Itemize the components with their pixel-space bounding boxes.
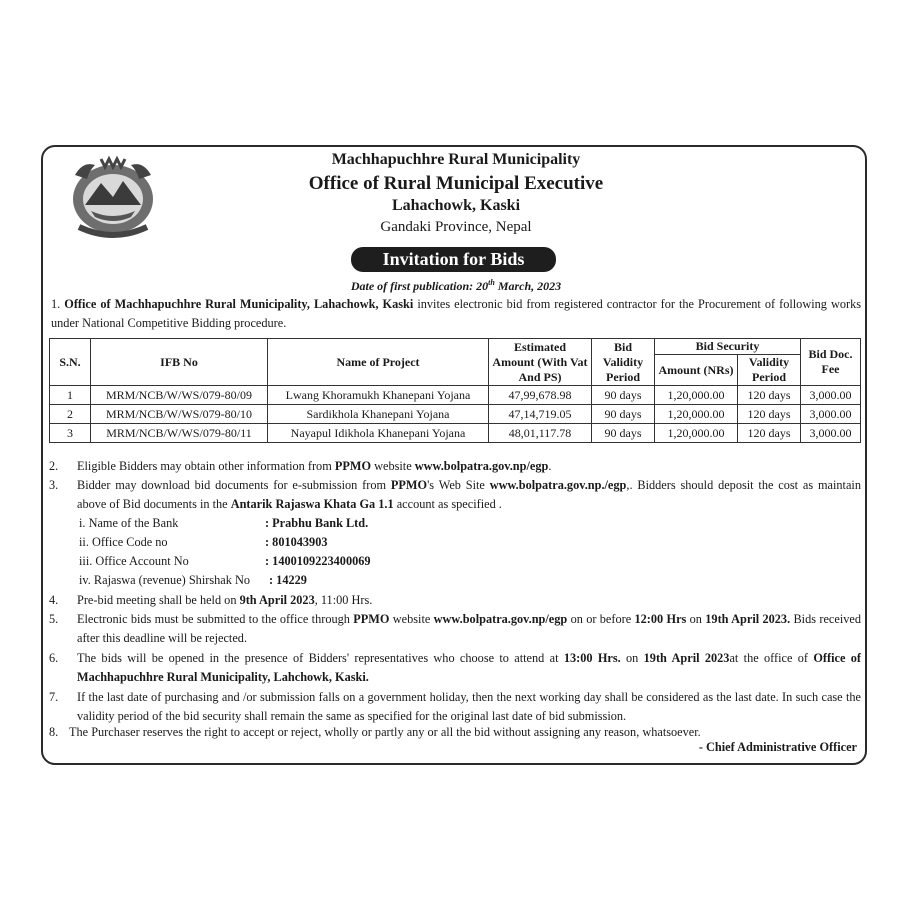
paragraph-8: The Purchaser reserves the right to accept or reject, wholly or partly any or all the bid without assigning any reason, whatsoever. (69, 725, 701, 739)
paragraph-7: If the last date of purchasing and /or submission falls on a government holiday, then the next working day shall be considered as the last date. In such case the validity period of the bid security shall remain the same as specified for the original last date of bid submission. (77, 690, 861, 723)
col-project: Name of Project (268, 339, 489, 386)
paragraph-3-number: 3. (49, 478, 59, 492)
table-row: 2 MRM/NCB/W/WS/079-80/10 Sardikhola Khanepani Yojana 47,14,719.05 90 days 1,20,000.00 120 days 3,000.00 (50, 405, 861, 424)
col-sec-validity: Validity Period (738, 355, 801, 386)
invitation-banner: Invitation for Bids (351, 247, 556, 272)
col-fee: Bid Doc. Fee (801, 339, 861, 386)
signature: - Chief Administrative Officer (698, 740, 857, 754)
revenue-label: iv. Rajaswa (revenue) Shirshak No (79, 573, 250, 587)
office-code-value: : 801043903 (265, 535, 328, 549)
office-code-label: ii. Office Code no (79, 535, 168, 549)
paragraph-5: Electronic bids must be submitted to the office through PPMO website www.bolpatra.gov.np/egp on or before 12:00 Hrs on 19th April 2023. Bids received after this deadline will be rejected. (77, 612, 861, 645)
col-bid-security: Bid Security (655, 339, 801, 355)
paragraph-7-number: 7. (49, 690, 59, 704)
paragraph-5-number: 5. (49, 612, 59, 626)
province-line: Gandaki Province, Nepal (380, 219, 532, 235)
publication-date: Date of first publication: 20th March, 2023 (350, 278, 562, 293)
paragraph-6: The bids will be opened in the presence of Bidders' representatives who choose to attend at 13:00 Hrs. on 19th April 2023at the office of Office of Machhapuchhre Rural Municipality, Lahchowk, Kaski. (77, 651, 861, 684)
bank-name-value: : Prabhu Bank Ltd. (265, 516, 369, 530)
col-amount: Estimated Amount (With Vat And PS) (489, 339, 592, 386)
bank-name-label: i. Name of the Bank (79, 516, 179, 530)
paragraph-2: Eligible Bidders may obtain other information from PPMO website www.bolpatra.gov.np/egp. (77, 459, 552, 473)
revenue-value: : 14229 (269, 573, 307, 587)
table-row: 1 MRM/NCB/W/WS/079-80/09 Lwang Khoramukh Khanepani Yojana 47,99,678.98 90 days 1,20,000.00 120 days 3,000.00 (50, 386, 861, 405)
municipality-name: Machhapuchhre Rural Municipality (331, 151, 581, 168)
office-location: Lahachowk, Kaski (391, 197, 521, 214)
bids-table (49, 338, 861, 443)
col-ifb: IFB No (91, 339, 268, 386)
account-no-value: : 1400109223400069 (265, 554, 371, 568)
account-no-label: iii. Office Account No (79, 554, 189, 568)
paragraph-4: Pre-bid meeting shall be held on 9th April 2023, 11:00 Hrs. (77, 593, 373, 607)
col-sn: S.N. (50, 339, 91, 386)
paragraph-2-number: 2. (49, 459, 59, 473)
col-sec-amount: Amount (NRs) (655, 355, 738, 386)
paragraph-1: 1. Office of Machhapuchhre Rural Municipality, Lahachowk, Kaski invites electronic bid from registered contractor for the Procurement of following works under National Competitive Bidding procedure. (51, 297, 861, 330)
paragraph-3: Bidder may download bid documents for e-submission from PPMO's Web Site www.bolpatra.gov.np./egp,. Bidders should deposit the cost as maintain above of Bid documents in the Antarik Rajaswa Khata Ga 1.1 account as specified . (77, 478, 861, 511)
paragraph-6-number: 6. (49, 651, 59, 665)
col-validity: Bid Validity Period (592, 339, 655, 386)
notice-frame (41, 145, 867, 765)
table-row: 3 MRM/NCB/W/WS/079-80/11 Nayapul Idikhola Khanepani Yojana 48,01,117.78 90 days 1,20,000.00 120 days 3,000.00 (50, 424, 861, 443)
paragraph-4-number: 4. (49, 593, 59, 607)
office-name: Office of Rural Municipal Executive (308, 173, 604, 194)
paragraph-8-number: 8. (49, 725, 59, 739)
